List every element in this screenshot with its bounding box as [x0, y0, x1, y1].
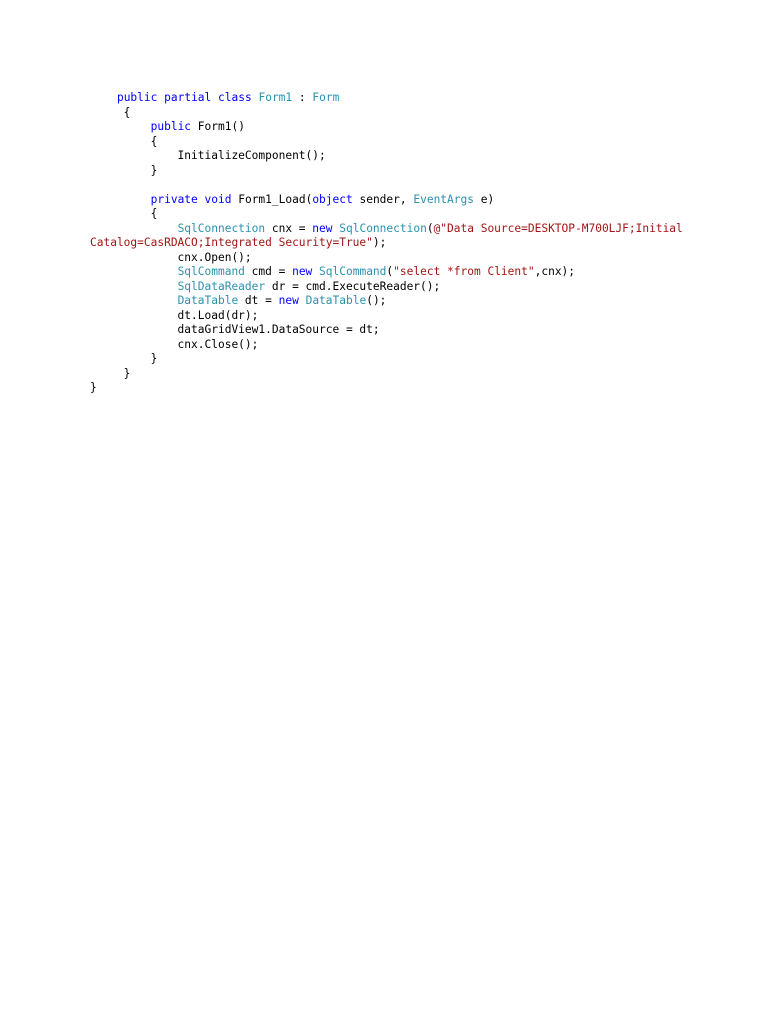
code-token: }: [90, 352, 158, 365]
code-line: [90, 106, 730, 121]
code-token: new: [312, 221, 333, 235]
code-token: }: [90, 163, 158, 177]
code-line: [90, 120, 730, 135]
code-token: private: [150, 192, 198, 206]
code-token: public: [116, 91, 158, 104]
code-line: [90, 164, 730, 179]
code-token: [90, 280, 178, 293]
code-token: [90, 222, 178, 235]
code-token: Form1_Load(: [231, 192, 313, 206]
code-token: "select *from Client": [393, 265, 535, 278]
code-line: [90, 265, 730, 280]
code-token: cnx.Open();: [90, 250, 252, 264]
code-line: [90, 309, 730, 324]
code-token: [90, 91, 117, 104]
code-token: {: [90, 105, 131, 119]
code-token: Form1(): [191, 120, 245, 133]
code-token: dr = cmd.ExecuteReader();: [265, 279, 441, 293]
code-token: [90, 265, 178, 278]
code-token: [90, 294, 178, 307]
code-line: [90, 338, 730, 353]
code-line: [90, 207, 730, 222]
code-token: {: [90, 207, 158, 220]
code-token: ,cnx);: [534, 265, 576, 278]
code-token: SqlDataReader: [177, 279, 266, 293]
code-token: ();: [366, 294, 387, 307]
code-token: InitializeComponent();: [90, 149, 326, 162]
code-token: void: [204, 192, 232, 206]
code-token: object: [312, 192, 353, 206]
code-token: [299, 294, 306, 307]
code-token: SqlConnection: [177, 221, 266, 235]
code-line: [90, 135, 730, 150]
code-line: [90, 236, 730, 251]
code-token: cnx.Close();: [90, 337, 259, 351]
code-token: SqlCommand: [177, 265, 245, 278]
code-token: DataTable: [177, 294, 239, 307]
code-token: }: [90, 366, 131, 380]
code-token: e): [473, 192, 495, 206]
code-token: cmd =: [244, 265, 293, 278]
code-line: [90, 178, 730, 193]
code-token: new: [278, 294, 299, 307]
code-line: [90, 294, 730, 309]
code-snippet: [90, 91, 730, 396]
code-line: [90, 367, 730, 382]
code-token: SqlConnection: [339, 221, 427, 235]
code-token: Catalog=CasRDACO;Integrated Security=True": [90, 236, 373, 249]
code-token: new: [292, 265, 313, 278]
code-line: [90, 381, 730, 396]
code-token: [90, 120, 151, 133]
code-token: Form1: [258, 91, 293, 104]
code-line: [90, 352, 730, 367]
code-line: [90, 222, 730, 237]
code-token: (: [386, 265, 394, 278]
code-token: class: [218, 91, 252, 104]
code-token: :: [292, 91, 313, 104]
code-token: [90, 193, 151, 206]
code-line: [90, 149, 730, 164]
code-token: SqlCommand: [319, 265, 387, 278]
code-line: [90, 251, 730, 266]
code-line: [90, 280, 730, 295]
code-line: [90, 323, 730, 338]
code-token: public: [150, 120, 192, 133]
code-token: EventArgs: [413, 192, 474, 206]
code-token: (: [426, 221, 434, 235]
code-token: sender,: [352, 192, 414, 206]
code-line: [90, 91, 730, 106]
code-token: dt.Load(dr);: [90, 308, 259, 322]
code-token: dt =: [238, 294, 279, 307]
code-token: }: [90, 381, 97, 394]
code-token: partial: [164, 91, 212, 104]
code-line: [90, 193, 730, 208]
code-token: [198, 193, 205, 206]
code-token: DataTable: [305, 294, 367, 307]
code-token: @"Data Source=DESKTOP-M700LJF;Initial: [433, 221, 683, 235]
code-token: );: [372, 236, 387, 249]
code-token: dataGridView1.DataSource = dt;: [90, 323, 380, 336]
code-token: {: [90, 134, 158, 148]
code-token: cnx =: [265, 221, 313, 235]
code-token: Form: [312, 91, 340, 104]
